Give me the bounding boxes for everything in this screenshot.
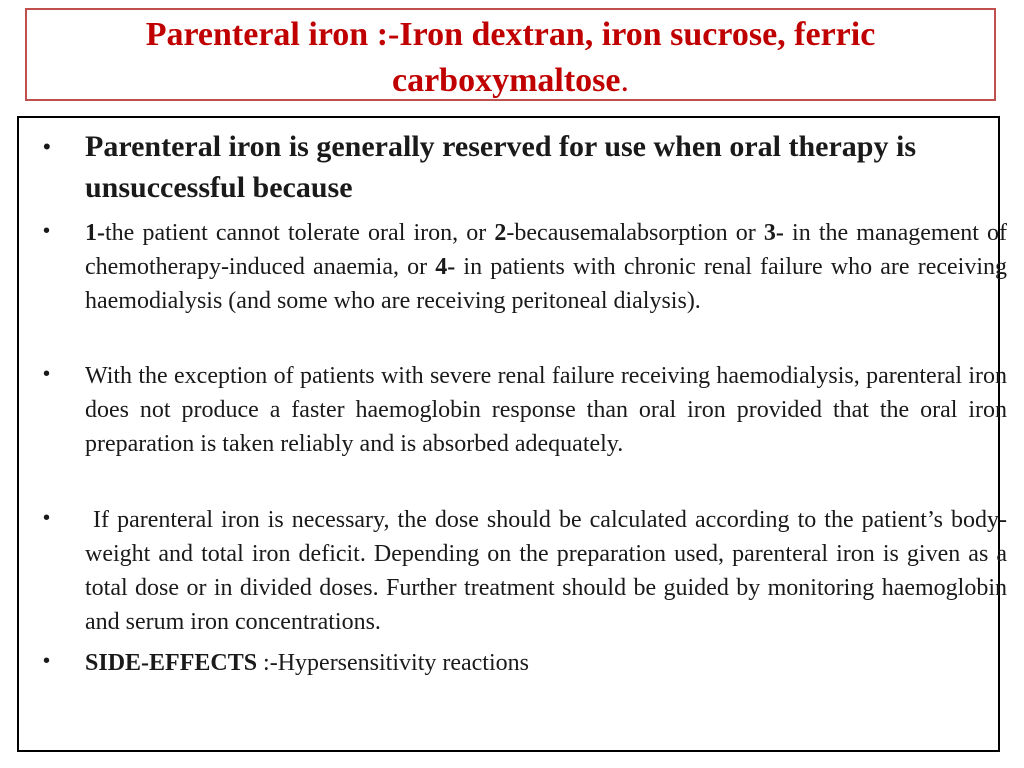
bullet-dot: •: [43, 220, 51, 242]
title-line-1: Parenteral iron :-Iron dextran, iron sucrose, ferric: [145, 16, 876, 53]
slide-title: [27, 12, 994, 104]
bullet-2-segment-3: in the management of chemotherapy-induced anaemia, or: [85, 220, 1007, 280]
bullet-dot: •: [43, 507, 51, 529]
bullet-2-segment-1: the patient cannot tolerate oral iron, or: [105, 220, 495, 246]
step-number-4: 4-: [435, 254, 456, 280]
bullet-text-2: [85, 216, 1007, 318]
bullet-2-segment-4: in patients with chronic renal failure who are receiving haemodialysis (and some who are receiving peritoneal dialysis).: [85, 254, 1007, 314]
bullet-2-segment-2: -becausemalabsorption or: [506, 220, 764, 246]
bullet-text-3: With the exception of patients with severe renal failure receiving haemodialysis, parenteral iron does not produce a faster haemoglobin response than oral iron provided that the oral iron preparation is taken reliably and is absorbed adequately.: [85, 363, 1007, 457]
bullet-dot: •: [43, 134, 51, 159]
step-number-1: 1-: [85, 220, 105, 246]
slide-content-box: [17, 116, 1013, 752]
step-number-3: 3-: [763, 220, 784, 246]
bullet-text-4: If parenteral iron is necessary, the dose should be calculated according to the patient’s body-weight and total iron deficit. Depending on the preparation used, parenteral iron is given as a total dose or in divided doses. Further treatment should be guided by monitoring haemoglobin and serum iron concentrations.: [85, 507, 1013, 635]
slide-title-box: [25, 8, 996, 101]
bullet-text-5: [85, 646, 1007, 680]
bullet-dot: •: [43, 650, 51, 672]
step-number-2: 2: [494, 220, 507, 246]
title-period: .: [620, 62, 629, 99]
bullet-text-1: Parenteral iron is generally reserved for use when oral therapy is unsuccessful because: [85, 130, 916, 204]
side-effects-text: :-Hypersensitivity reactions: [257, 650, 529, 676]
side-effects-label: SIDE-EFFECTS: [85, 650, 258, 676]
title-line-2: carboxymaltose: [391, 62, 621, 99]
bullet-dot: •: [43, 363, 51, 385]
